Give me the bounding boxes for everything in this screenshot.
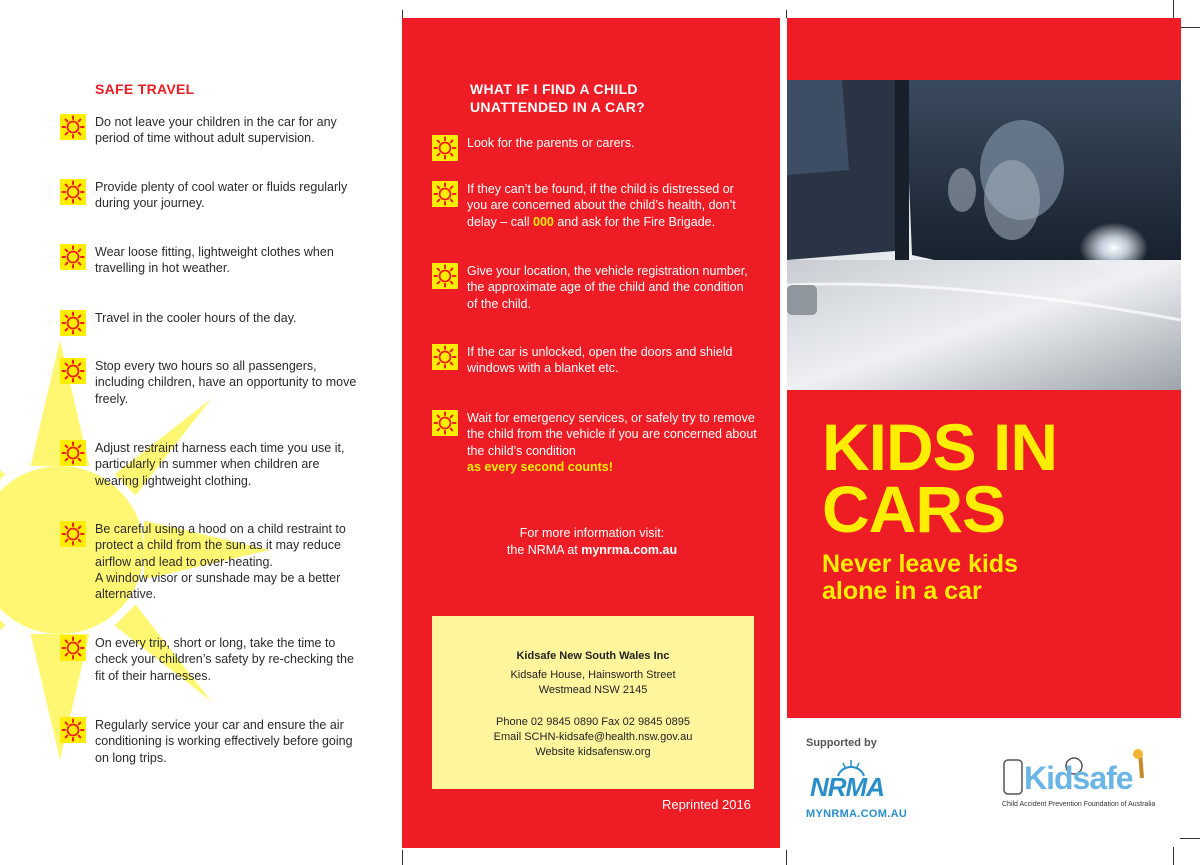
title-line: UNATTENDED IN A CAR? bbox=[470, 99, 646, 115]
sun-icon bbox=[60, 717, 86, 743]
text-part: Wait for emergency services, or safely try to remove the child from the vehicle if you are concerned about the child’s condition bbox=[467, 411, 757, 458]
website-line[interactable]: Website kidsafensw.org bbox=[535, 746, 651, 758]
cover-subtitle bbox=[822, 551, 1018, 605]
sun-icon bbox=[60, 521, 86, 547]
car-photo bbox=[787, 80, 1181, 390]
list-item bbox=[60, 440, 360, 489]
item-text: Give your location, the vehicle registration number, the approximate age of the child and the condition of the child. bbox=[467, 264, 748, 311]
crop-mark bbox=[786, 850, 787, 865]
text-part: If they can’t be found, if the child is distressed or you are concerned about the child’s health, don’t delay – call bbox=[467, 182, 736, 229]
item-text: Do not leave your children in the car for any period of time without adult supervision. bbox=[95, 115, 337, 146]
sun-icon bbox=[60, 310, 86, 336]
info-line bbox=[432, 542, 752, 559]
address-box bbox=[432, 616, 754, 789]
list-item bbox=[432, 181, 757, 230]
sun-icon bbox=[432, 410, 458, 436]
emergency-number: 000 bbox=[533, 214, 554, 229]
cover-subtitle-line: Never leave kids bbox=[822, 550, 1018, 578]
info-line: For more information visit: bbox=[519, 526, 665, 540]
cover-title bbox=[822, 410, 1058, 546]
list-item bbox=[60, 358, 360, 407]
list-item bbox=[432, 263, 757, 312]
car-window-image bbox=[787, 80, 1181, 390]
safe-travel-title: SAFE TRAVEL bbox=[95, 81, 195, 97]
item-text-line: A window visor or sunshade may be a better alternative. bbox=[95, 570, 341, 602]
item-text: Wear loose fitting, lightweight clothes when travelling in hot weather. bbox=[95, 245, 334, 276]
item-text bbox=[95, 521, 360, 602]
item-text-line: Be careful using a hood on a child restraint to protect a child from the sun as it may reduce airflow and lead to over-heating. bbox=[95, 522, 346, 569]
item-text: Regularly service your car and ensure the air conditioning is working effectively before going on long trips. bbox=[95, 718, 353, 765]
item-text: On every trip, short or long, take the time to check your children’s safety by re-checking the fit of their harnesses. bbox=[95, 636, 354, 683]
crop-mark bbox=[786, 10, 787, 18]
kidsafe-tagline: Child Accident Prevention Foundation of Australia bbox=[1002, 801, 1156, 808]
cover-subtitle-line: alone in a car bbox=[822, 577, 982, 605]
kidsafe-logo bbox=[1002, 748, 1154, 798]
list-item bbox=[60, 179, 360, 212]
sun-icon bbox=[432, 263, 458, 289]
list-item bbox=[60, 717, 360, 766]
sun-icon bbox=[60, 244, 86, 270]
crop-mark bbox=[402, 850, 403, 865]
crop-mark bbox=[1180, 27, 1200, 28]
item-text: Travel in the cooler hours of the day. bbox=[95, 311, 297, 325]
item-text: Adjust restraint harness each time you use it, particularly in summer when children are wearing lightweight clothing. bbox=[95, 441, 345, 488]
crop-mark bbox=[1173, 847, 1174, 865]
crop-mark bbox=[1180, 838, 1200, 839]
crop-mark bbox=[1173, 0, 1174, 18]
sun-icon bbox=[432, 135, 458, 161]
org-name: Kidsafe New South Wales Inc bbox=[516, 650, 670, 662]
left-panel bbox=[0, 0, 402, 865]
reprint-note: Reprinted 2016 bbox=[662, 797, 751, 812]
cover-title-line: KIDS IN bbox=[822, 410, 1058, 484]
nrma-link[interactable]: mynrma.com.au bbox=[581, 542, 678, 557]
sun-icon bbox=[60, 179, 86, 205]
item-text: Look for the parents or carers. bbox=[467, 136, 635, 150]
item-text: Stop every two hours so all passengers, including children, have an opportunity to move freely. bbox=[95, 359, 357, 406]
list-item bbox=[60, 310, 360, 336]
list-item bbox=[432, 410, 757, 475]
list-item bbox=[60, 114, 360, 147]
nrma-url[interactable]: MYNRMA.COM.AU bbox=[806, 808, 908, 820]
item-text: If the car is unlocked, open the doors and shield windows with a blanket etc. bbox=[467, 345, 733, 376]
list-item bbox=[60, 521, 360, 602]
nrma-wordmark: NRMA bbox=[810, 772, 884, 802]
list-item bbox=[432, 135, 757, 161]
title-line: WHAT IF I FIND A CHILD bbox=[470, 81, 638, 97]
info-text: the NRMA at bbox=[506, 542, 582, 557]
list-item bbox=[60, 635, 360, 684]
cover-title-line: CARS bbox=[822, 472, 1006, 546]
kidsafe-wordmark: Kidsafe bbox=[1024, 760, 1133, 796]
crop-mark bbox=[402, 10, 403, 18]
sun-icon bbox=[60, 114, 86, 140]
nrma-logo bbox=[808, 758, 894, 804]
item-text bbox=[467, 181, 757, 230]
sun-icon bbox=[432, 344, 458, 370]
text-part: and ask for the Fire Brigade. bbox=[553, 214, 716, 229]
unattended-child-title bbox=[470, 80, 645, 116]
item-text bbox=[467, 410, 757, 475]
phone-line: Phone 02 9845 0890 Fax 02 9845 0895 bbox=[496, 716, 690, 728]
list-item bbox=[432, 344, 757, 377]
sun-icon bbox=[60, 358, 86, 384]
email-line[interactable]: Email SCHN-kidsafe@health.nsw.gov.au bbox=[493, 731, 693, 743]
more-info bbox=[432, 525, 752, 558]
item-text: Provide plenty of cool water or fluids regularly during your journey. bbox=[95, 180, 348, 211]
org-address: Kidsafe House, Hainsworth Street bbox=[510, 669, 676, 681]
highlight-text: as every second counts! bbox=[467, 459, 613, 474]
org-address: Westmead NSW 2145 bbox=[538, 684, 648, 696]
supported-by-label: Supported by bbox=[806, 737, 877, 749]
list-item bbox=[60, 244, 360, 277]
sun-icon bbox=[432, 181, 458, 207]
sun-icon bbox=[60, 635, 86, 661]
sun-icon bbox=[60, 440, 86, 466]
